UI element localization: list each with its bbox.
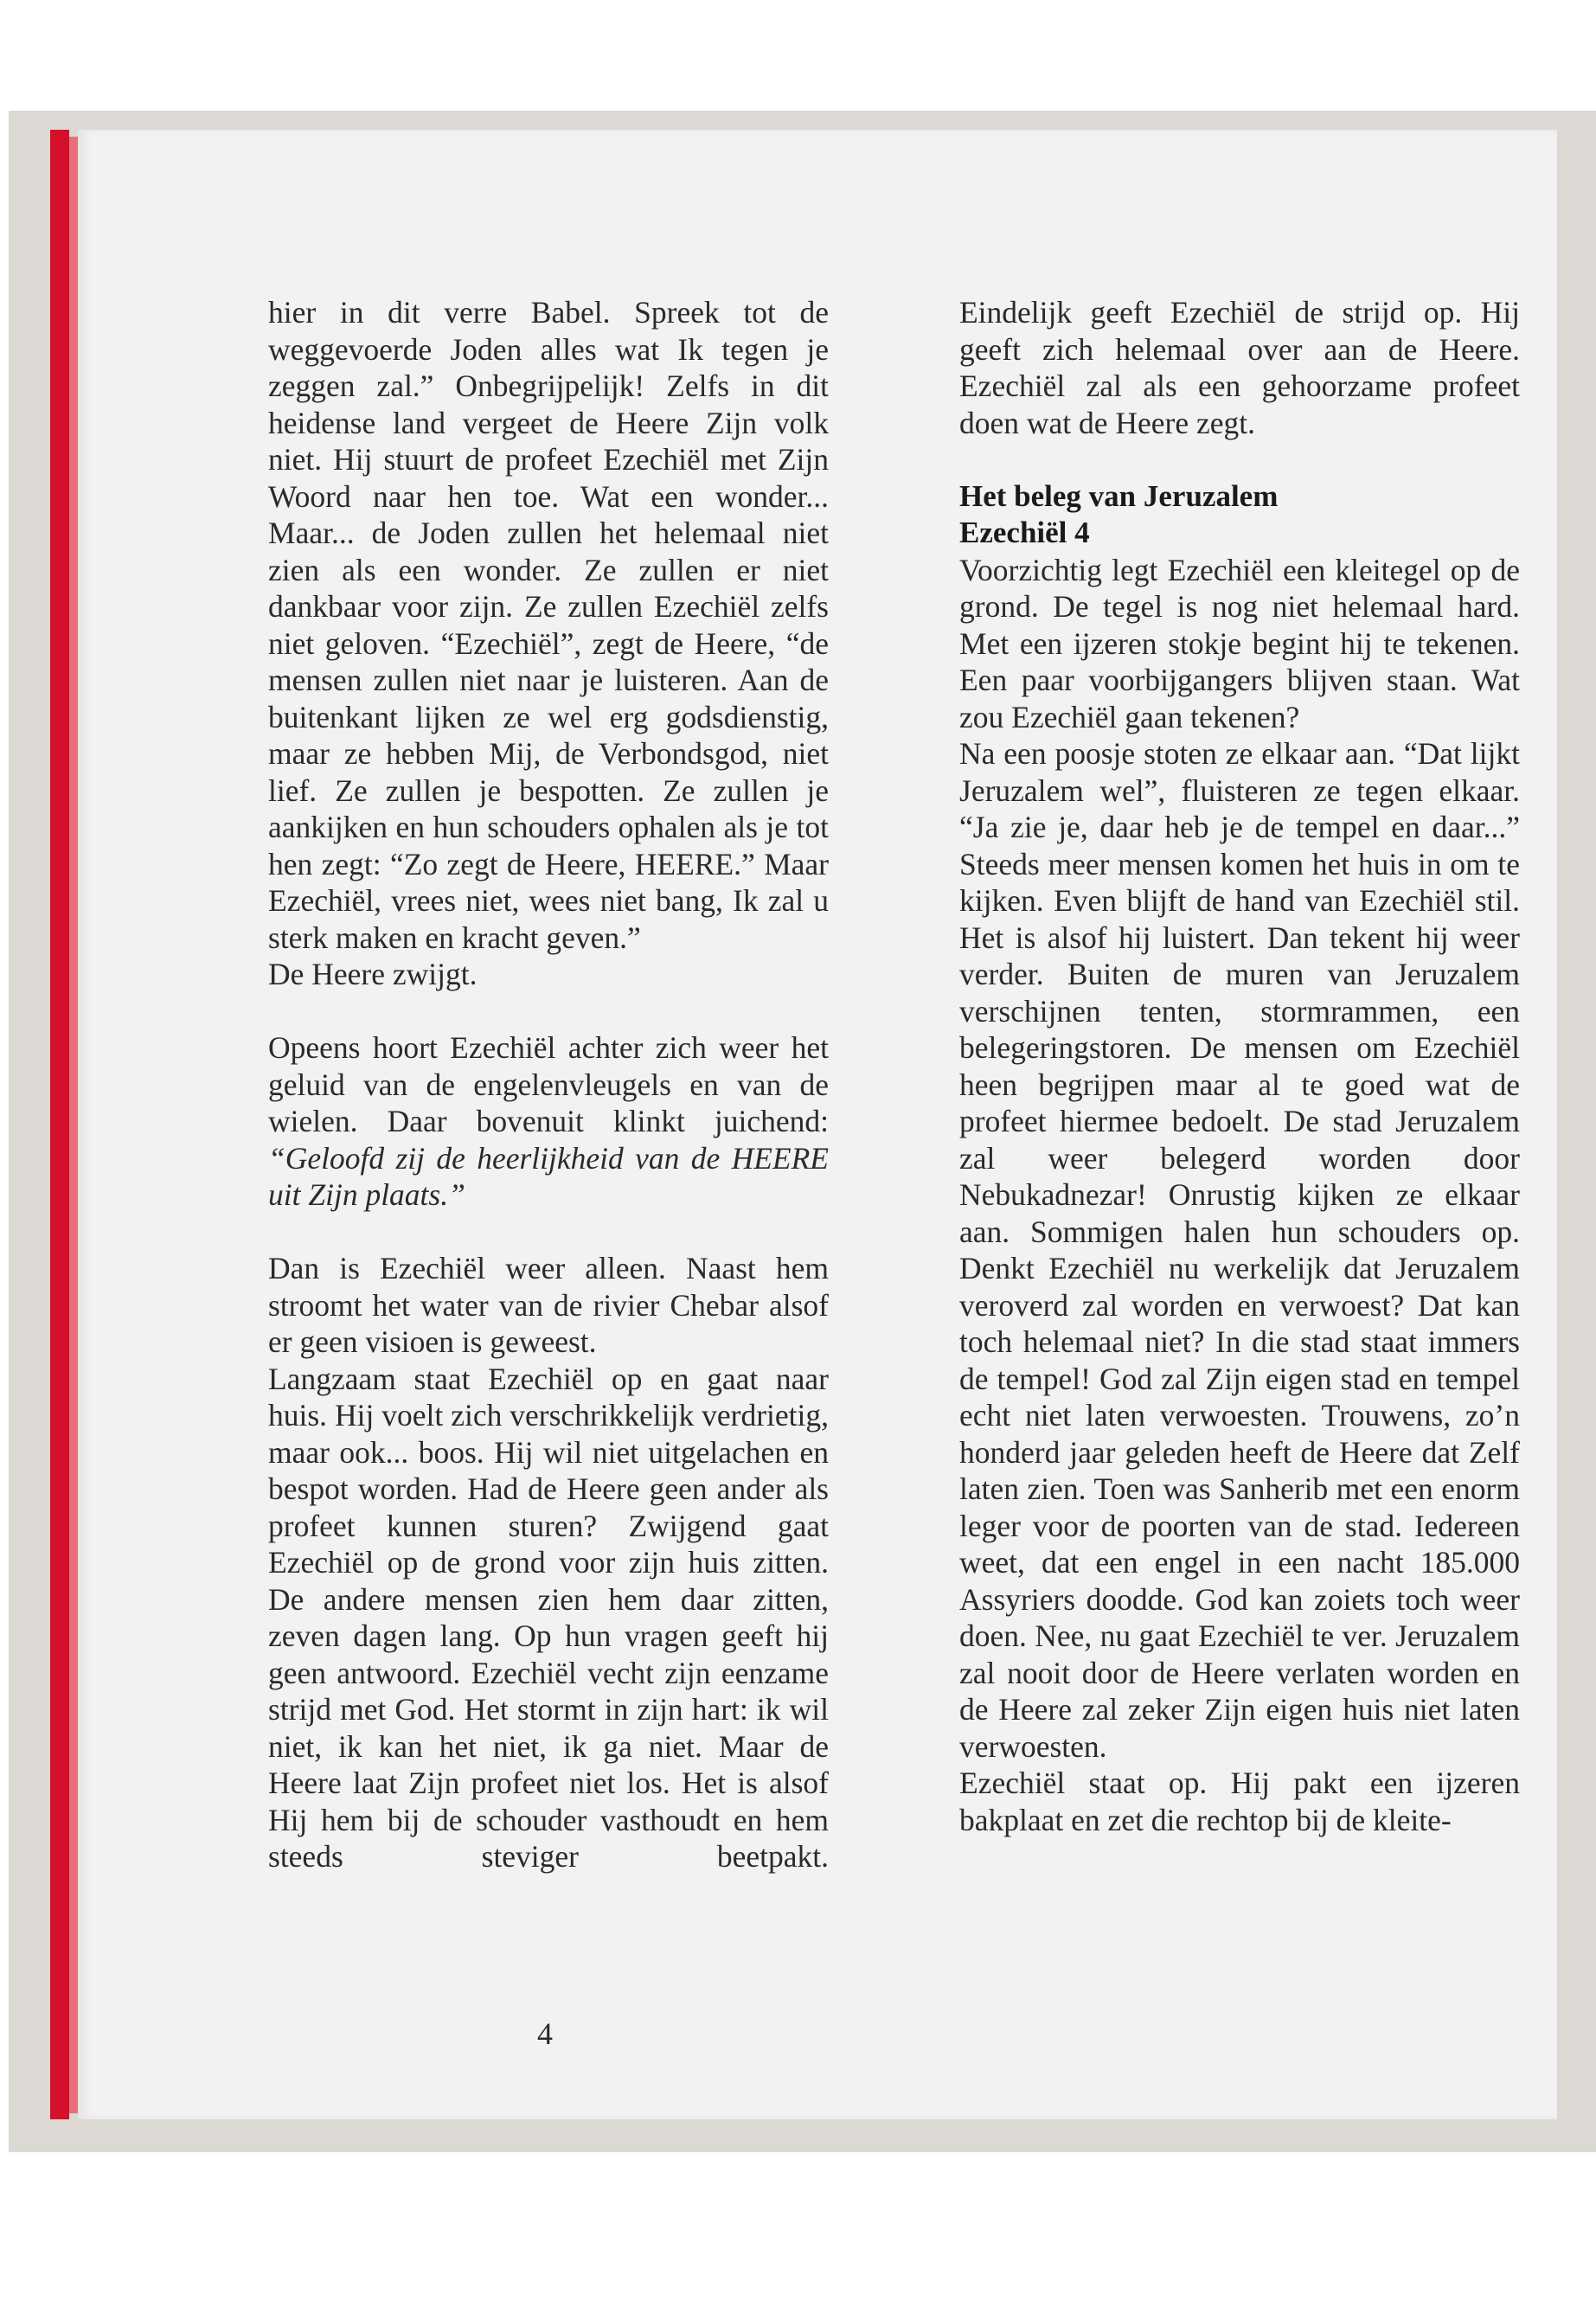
left-paragraph-3 [268,1029,829,1214]
right-paragraph-1: Eindelijk geeft Ezechiël de strijd op. Hij geeft zich helemaal over aan de Heere. Ezechiël zal als een gehoorzame profeet doen wat de Heere zegt. [959,295,1520,440]
section-heading: Het beleg van Jeruzalem [959,478,1279,513]
right-paragraph-3: Na een poosje stoten ze elkaar aan. “Dat lijkt Jeruzalem wel”, fluisteren ze tegen elkaar. “Ja zie je, daar heb je de tempel en daar...” Steeds meer mensen komen het huis in om te kijken. Even blijft de hand van Ezechiël stil. Het is alsof hij luistert. Dan tekent hij weer verder. Buiten de muren van Jeruzalem verschijnen tenten, stormrammen, een belegeringstoren. De mensen om Ezechiël heen begrijpen maar al te goed wat de profeet hiermee bedoelt. De stad Jeruzalem zal weer belegerd worden door Nebukadnezar! Onrustig kijken ze elkaar aan. Sommigen halen hun schouders op. Denkt Ezechiël nu werkelijk dat Jeruzalem veroverd zal worden en verwoest? Dat kan toch helemaal niet? In die stad staat immers de tempel! God zal Zijn eigen stad en tempel echt niet laten verwoesten. Trouwens, zo’n honderd jaar geleden heeft de Heere dat Zelf laten zien. Toen was Sanherib met een enorm leger voor de poorten van de stad. Iedereen weet, dat een engel in een nacht 185.000 Assyriers doodde. God kan zoiets toch weer doen. Nee, nu gaat Ezechiël te ver. Jeruzalem zal nooit door de Heere verlaten worden en de Heere zal zeker Zijn eigen huis niet laten verwoesten. [959,736,1520,1764]
paragraph-gap [959,441,1520,478]
page-number: 4 [537,2016,553,2051]
paragraph-gap [268,1214,829,1251]
section-reference: Ezechiël 4 [959,516,1090,549]
left-paragraph-2: De Heere zwijgt. [268,957,478,991]
red-edge [50,130,69,2119]
left-paragraph-1: hier in dit verre Babel. Spreek tot de weggevoerde Joden alles wat Ik tegen je zeggen zal.” Onbegrijpelijk! Zelfs in dit heidense land vergeet de Heere Zijn volk niet. Hij stuurt de profeet Ezechiël met Zijn Woord naar hen toe. Wat een wonder... Maar... de Joden zullen het helemaal niet zien als een wonder. Ze zullen er niet dankbaar voor zijn. Ze zullen Ezechiël zelfs niet geloven. “Ezechiël”, zegt de Heere, “de mensen zullen niet naar je luisteren. Aan de buitenkant lijken ze wel erg godsdienstig, maar ze hebben Mij, de Verbondsgod, niet lief. Ze zullen je bespotten. Ze zullen je aankijken en hun schouders ophalen als je tot hen zegt: “Zo zegt de Heere, HEERE.” Maar Ezechiël, vrees niet, wees niet bang, Ik zal u sterk maken en kracht geven.” [268,295,829,955]
scripture-quote: “Geloofd zij de heerlijkheid van de HEERE uit Zijn plaats.” [268,1140,829,1212]
left-paragraph-3-intro: Opeens hoort Ezechiël achter zich weer het geluid van de engelenvleugels en van de wielen. Daar bovenuit klinkt juichend: [268,1030,829,1138]
red-edge-inner [69,137,78,2113]
left-paragraph-5: Langzaam staat Ezechiël op en gaat naar huis. Hij voelt zich verschrikkelijk verdrietig, maar ook... boos. Hij wil niet uitgelachen en bespot worden. Had de Heere geen ander als profeet kunnen sturen? Zwijgend gaat Ezechiël op de grond voor zijn huis zitten. De andere mensen zien hem daar zitten, zeven dagen lang. Op hun vragen geeft hij geen antwoord. Ezechiël vecht zijn eenzame strijd met God. Het stormt in zijn hart: ik wil niet, ik kan het niet, ik ga niet. Maar de Heere laat Zijn profeet niet los. Het is alsof Hij hem bij de schouder vasthoudt en hem steeds steviger beetpakt. [268,1361,829,1874]
right-paragraph-4: Ezechiël staat op. Hij pakt een ijzeren bakplaat en zet die rechtop bij de kleite- [959,1766,1520,1837]
left-paragraph-4: Dan is Ezechiël weer alleen. Naast hem stroomt het water van de rivier Chebar alsof er geen visioen is geweest. [268,1251,829,1359]
right-paragraph-2: Voorzichtig legt Ezechiël een kleitegel op de grond. De tegel is nog niet helemaal hard. Met een ijzeren stokje begint hij te tekenen. Een paar voorbijgangers blijven staan. Wat zou Ezechiël gaan tekenen? [959,552,1520,734]
paragraph-gap [268,993,829,1030]
left-column [268,294,829,1875]
right-column [959,294,1520,1838]
